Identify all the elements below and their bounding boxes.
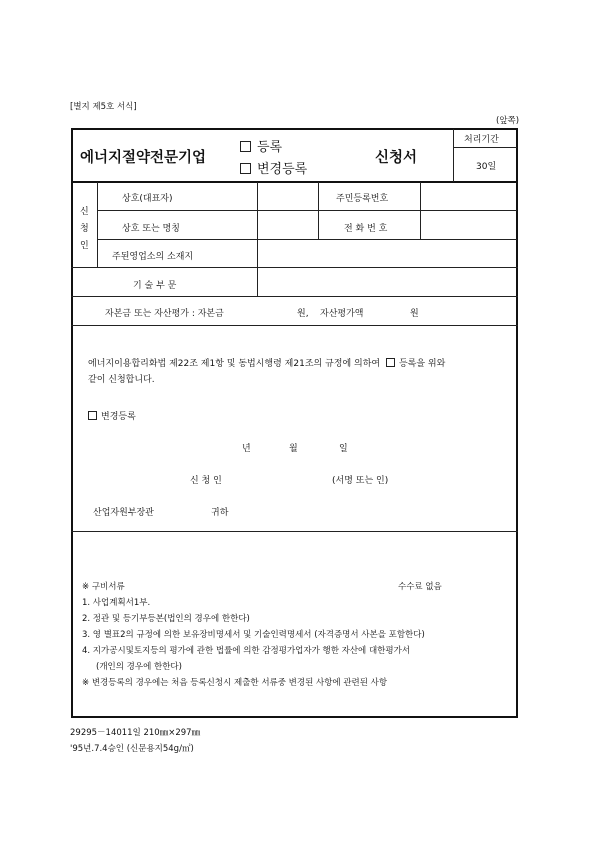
statement-line-2: 같이 신청합니다. (88, 375, 155, 385)
applicant-signature-label: 신 청 인 (190, 476, 222, 486)
office-location-label: 주된영업소의 소재지 (112, 252, 194, 262)
date-year: 년 (242, 444, 251, 454)
trade-name-field[interactable] (259, 212, 317, 238)
register-checkbox-inline[interactable] (386, 358, 395, 367)
tech-dept-field[interactable] (259, 269, 515, 295)
company-name-field[interactable] (259, 184, 317, 209)
company-name-label: 상호(대표자) (122, 194, 173, 204)
statement-line-1: 에너지이용합리화법 제22조 제1항 및 동법시행령 제21조의 규정에 의하여 등록을 위와 (88, 359, 446, 369)
trade-name-label: 상호 또는 명칭 (122, 224, 180, 234)
processing-value: 30일 (476, 162, 497, 172)
date-day: 일 (339, 444, 348, 454)
applicant-side-label-2: 청 (80, 224, 89, 234)
capital-label: 자본금 또는 자산평가 : 자본금 (105, 309, 224, 319)
change-register-option[interactable]: 변경등록 (88, 409, 136, 422)
docs-header: ※ 구비서류 (82, 582, 125, 592)
front-label: (앞쪽) (496, 116, 520, 126)
office-location-field[interactable] (259, 241, 515, 266)
date-month: 월 (289, 444, 298, 454)
approval-note: '95년.7.4승인 (신문용지54g/㎡) (70, 744, 194, 754)
minister-label: 산업자원부장관 (93, 508, 154, 518)
doc-item-3: 3. 영 별표2의 규정에 의한 보유장비명세서 및 기술인력명세서 (자격증명서 사본을 포함한다) (82, 630, 425, 640)
register-checkbox[interactable] (240, 141, 251, 152)
asset-eval-won: 원 (410, 309, 419, 319)
doc-item-2: 2. 정관 및 등기부등본(법인의 경우에 한한다) (82, 614, 250, 624)
form-code: 29295－14011일 210㎜×297㎜ (70, 728, 201, 738)
form-label: [별지 제5호 서식] (70, 102, 137, 112)
option-change-register[interactable]: 변경등록 (240, 158, 307, 177)
doc-item-4: 4. 지가공시및토지등의 평가에 관한 법률에 의한 감정평가업자가 행한 자산에 대한평가서 (82, 646, 411, 656)
resident-no-label: 주민등록번호 (336, 194, 389, 204)
asset-eval-label: 자산평가액 (320, 309, 364, 319)
signature-or-seal: (서명 또는 인) (332, 476, 389, 486)
resident-no-field[interactable] (422, 184, 515, 209)
form-title: 에너지절약전문기업 (80, 150, 207, 166)
processing-label: 처리기간 (464, 135, 499, 145)
applicant-side-label-1: 신 (80, 207, 89, 217)
capital-won: 원, (297, 309, 309, 319)
tech-dept-label: 기 술 부 문 (133, 281, 177, 291)
change-register-checkbox-inline[interactable] (88, 411, 97, 420)
doc-item-1: 1. 사업계획서1부. (82, 598, 151, 608)
change-register-checkbox[interactable] (240, 163, 251, 174)
fee-label: 수수료 없음 (398, 582, 442, 592)
option-register[interactable]: 등록 (240, 136, 282, 155)
phone-field[interactable] (422, 212, 515, 238)
doc-item-4-cont: (개인의 경우에 한한다) (96, 662, 182, 672)
doc-note: ※ 변경등록의 경우에는 처음 등록신청시 제출한 서류중 변경된 사항에 관련된 사항 (82, 678, 388, 688)
phone-label: 전 화 번 호 (344, 224, 388, 234)
applicant-side-label-3: 인 (80, 241, 89, 251)
doc-type: 신청서 (375, 150, 418, 166)
honorific: 귀하 (211, 508, 229, 518)
